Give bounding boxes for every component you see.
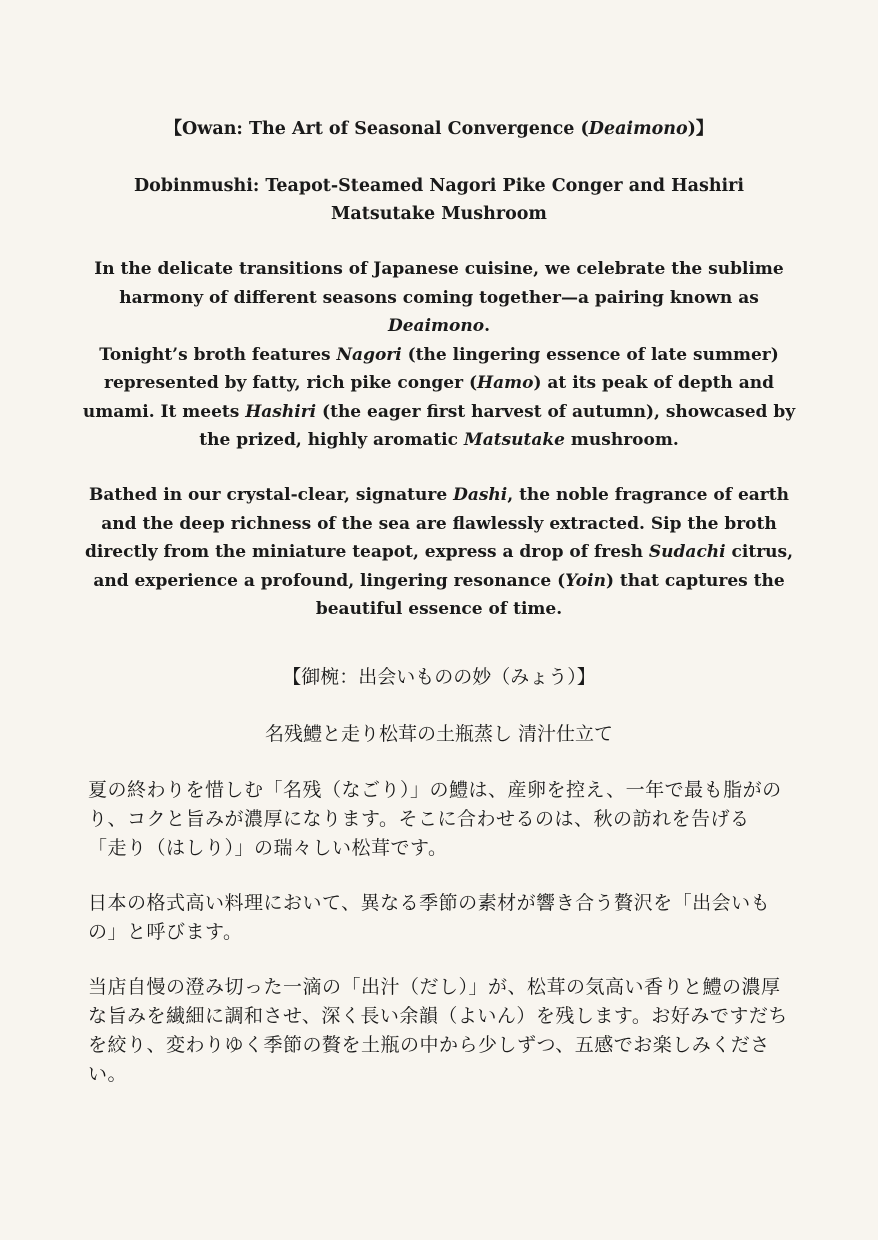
text: Bathed in our crystal-clear, signature: [89, 485, 454, 505]
japanese-paragraph-1: 夏の終わりを惜しむ「名残（なごり）」の鱧は、産卵を控え、一年で最も脂がのり、コクと旨みが濃厚になります。そこに合わせるのは、秋の訪れを告げる「走り（はしり）」の瑞々しい松茸です。: [88, 779, 782, 859]
emphasis: Sudachi: [648, 542, 726, 562]
japanese-paragraph-2: 日本の格式高い料理において、異なる季節の素材が響き合う贅沢を「出会いもの」と呼びます。: [88, 892, 771, 943]
title-text-end: )】: [687, 119, 714, 139]
text: ) at its peak of depth and umami. It meets: [82, 373, 774, 422]
emphasis: Hashiri: [245, 401, 317, 422]
text: (the eager first harvest of autumn), showcased by the prized, highly aromatic: [199, 401, 796, 450]
english-paragraph-1: [80, 255, 798, 455]
text: ) that captures the beautiful essence of time.: [315, 570, 785, 619]
title-emphasis: Deaimono: [588, 119, 688, 139]
emphasis: Matsutake: [463, 430, 565, 450]
emphasis: Yoin: [565, 570, 606, 591]
text: (the lingering essence of late summer) represented by fatty, rich pike conger (: [104, 344, 779, 393]
text: citrus, and experience a profound, lingering resonance (: [93, 542, 794, 591]
emphasis: Dashi: [453, 485, 508, 505]
text: , the noble fragrance of earth and the deep richness of the sea are flawlessly extracted. Sip the broth directly from the miniature teapot, express a drop of fresh: [84, 485, 789, 562]
text: Tonight’s broth features: [99, 344, 337, 365]
emphasis: Hamo: [477, 373, 534, 393]
text: .: [484, 316, 490, 336]
emphasis: Deaimono: [388, 316, 485, 336]
japanese-subtitle: 名残鱧と走り松茸の土瓶蒸し 清汁仕立て: [264, 723, 614, 745]
japanese-paragraph-3: 当店自慢の澄み切った一滴の「出汁（だし）」が、松茸の気高い香りと鱧の濃厚な旨みを繊細に調和させ、深く長い余韻（よいん）を残します。お好みですだちを絞り、変わりゆく季節の贅を土瓶の中から少しずつ、五感でお楽しみください。: [88, 976, 788, 1085]
text: mushroom.: [565, 430, 679, 450]
english-paragraph-2: [80, 481, 798, 624]
english-subtitle: Dobinmushi: Teapot-Steamed Nagori Pike Conger and Hashiri Matsutake Mushroom: [133, 176, 745, 224]
english-title: [80, 115, 798, 143]
japanese-title: 【御椀：出会いものの妙（みょう）】: [282, 666, 596, 688]
text: In the delicate transitions of Japanese cuisine, we celebrate the sublime harmony of different seasons coming together—a pairing known as: [94, 259, 784, 308]
title-text: 【Owan: The Art of Seasonal Convergence (: [164, 119, 589, 139]
emphasis: Nagori: [336, 344, 402, 365]
